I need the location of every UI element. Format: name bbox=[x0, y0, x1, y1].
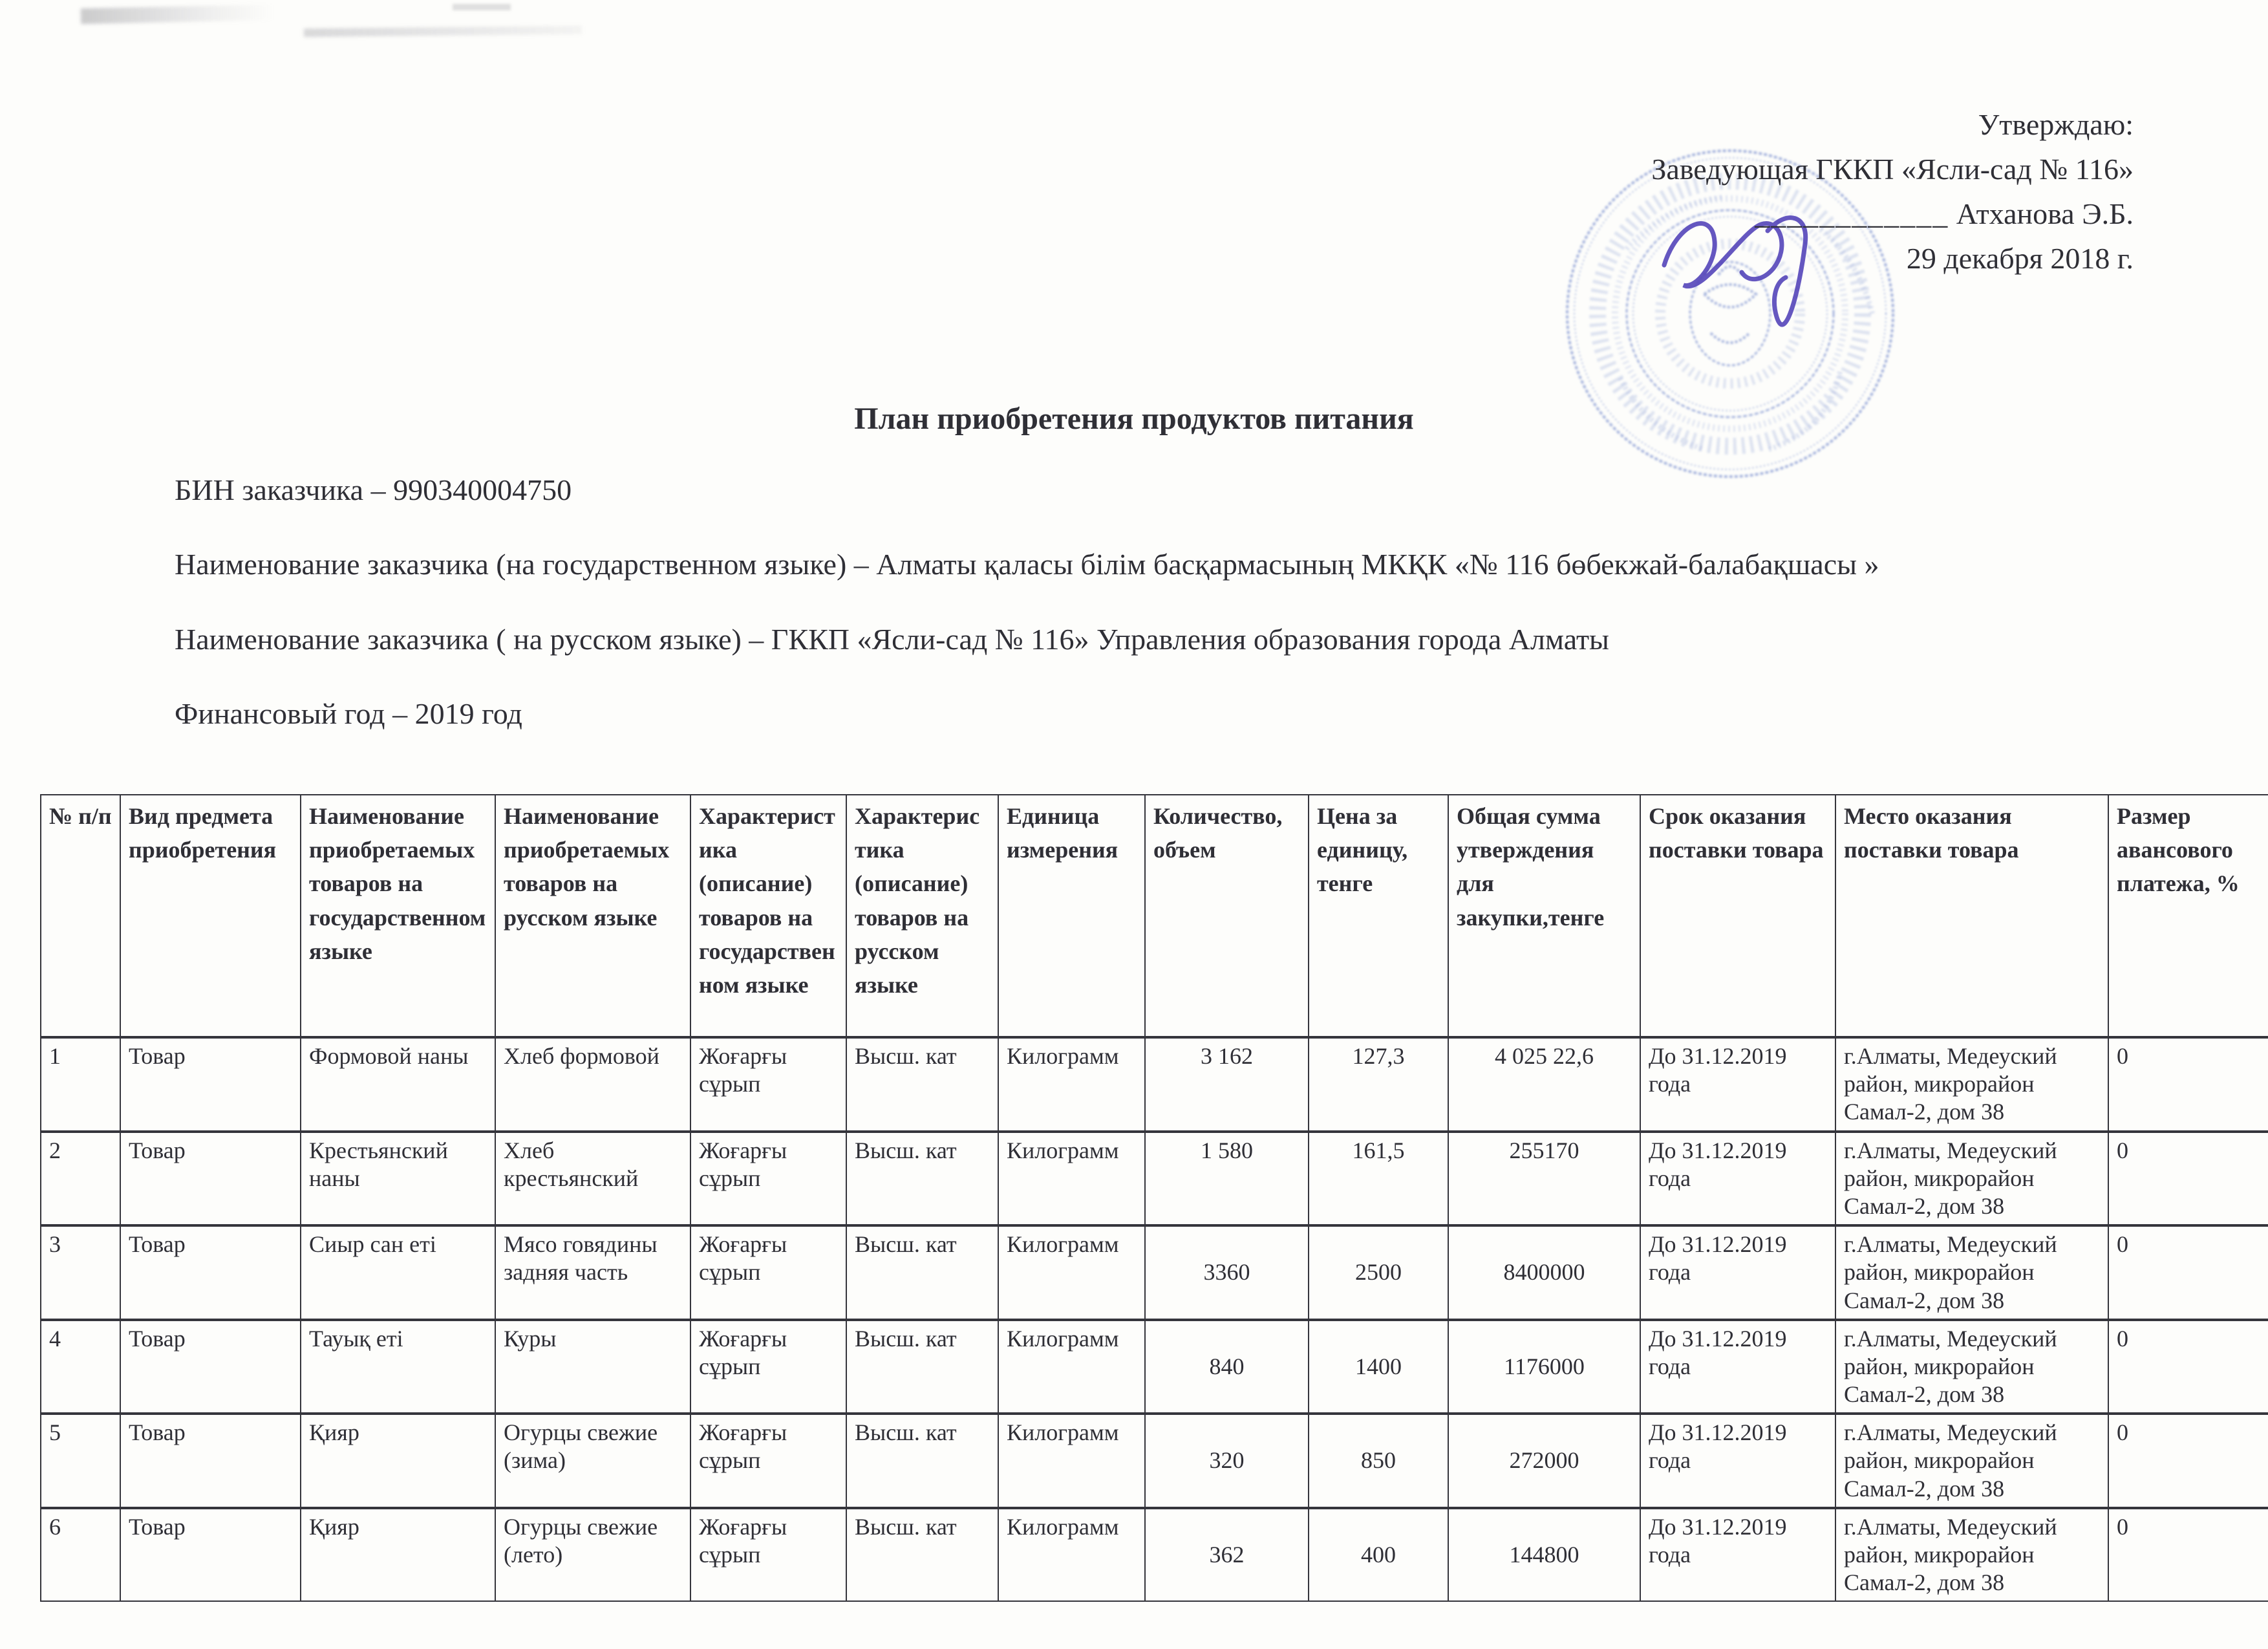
table-cell: 1176000 bbox=[1448, 1320, 1640, 1414]
scan-smudge bbox=[304, 26, 582, 38]
table-row bbox=[41, 1225, 2268, 1320]
table-header-row bbox=[41, 795, 2268, 1037]
table-cell: 362 bbox=[1145, 1508, 1309, 1602]
table-cell: До 31.12.2019 года bbox=[1640, 1414, 1835, 1508]
table-cell: 3 162 bbox=[1145, 1037, 1309, 1132]
table-cell: 2500 bbox=[1309, 1225, 1448, 1320]
procurement-table-wrap bbox=[40, 794, 2268, 1602]
table-cell: Қияр bbox=[301, 1414, 495, 1508]
table-cell: г.Алматы, Медеуский район, микрорайон Самал-2, дом 38 bbox=[1835, 1225, 2108, 1320]
table-cell: Высш. кат bbox=[846, 1508, 998, 1602]
table-cell: Товар bbox=[120, 1132, 301, 1226]
table-cell: Килограмм bbox=[998, 1414, 1145, 1508]
table-cell: 0 bbox=[2108, 1508, 2268, 1602]
col-header-total-sum: Общая сумма утверждения для закупки,тенге bbox=[1448, 795, 1640, 1037]
table-cell: 0 bbox=[2108, 1320, 2268, 1414]
col-header-spec-russian: Характеристика (описание) товаров на русском языке bbox=[846, 795, 998, 1037]
col-header-spec-state-lang: Характеристика (описание) товаров на государственном языке bbox=[690, 795, 846, 1037]
table-cell: Огурцы свежие (зима) bbox=[495, 1414, 690, 1508]
col-header-name-russian: Наименование приобретаемых товаров на русском языке bbox=[495, 795, 690, 1037]
procurement-table bbox=[40, 794, 2268, 1602]
table-cell: Куры bbox=[495, 1320, 690, 1414]
table-cell: г.Алматы, Медеуский район, микрорайон Самал-2, дом 38 bbox=[1835, 1414, 2108, 1508]
col-header-name-state-lang: Наименование приобретаемых товаров на государственном языке bbox=[301, 795, 495, 1037]
col-header-delivery-term: Срок оказания поставки товара bbox=[1640, 795, 1835, 1037]
table-cell: г.Алматы, Медеуский район, микрорайон Самал-2, дом 38 bbox=[1835, 1037, 2108, 1132]
table-cell: Товар bbox=[120, 1508, 301, 1602]
table-cell: Қияр bbox=[301, 1508, 495, 1602]
table-cell: До 31.12.2019 года bbox=[1640, 1037, 1835, 1132]
table-row bbox=[41, 1508, 2268, 1602]
signature-line: ____________ bbox=[1755, 197, 1949, 230]
approval-block bbox=[1651, 102, 2134, 281]
table-cell: Крестьянский наны bbox=[301, 1132, 495, 1226]
table-cell: Тауық еті bbox=[301, 1320, 495, 1414]
table-cell: Килограмм bbox=[998, 1508, 1145, 1602]
table-cell: Товар bbox=[120, 1037, 301, 1132]
table-cell: 127,3 bbox=[1309, 1037, 1448, 1132]
table-body bbox=[41, 1037, 2268, 1601]
approval-label: Утверждаю: bbox=[1978, 108, 2134, 141]
page-title: План приобретения продуктов питания bbox=[854, 402, 1414, 436]
table-cell: Высш. кат bbox=[846, 1320, 998, 1414]
col-header-item-type: Вид предмета приобретения bbox=[120, 795, 301, 1037]
scan-smudge bbox=[453, 4, 511, 10]
customer-name-state-lang: Наименование заказчика (на государственном языке) – Алматы қаласы білім басқармасының МКҚК «№ 116 бөбекжай-балабақшасы » bbox=[175, 548, 1879, 581]
table-cell: 6 bbox=[41, 1508, 120, 1602]
table-cell: 850 bbox=[1309, 1414, 1448, 1508]
fiscal-year-line: Финансовый год – 2019 год bbox=[175, 696, 522, 730]
table-cell: 3 bbox=[41, 1225, 120, 1320]
table-cell: 2 bbox=[41, 1132, 120, 1226]
col-header-unit: Единица измерения bbox=[998, 795, 1145, 1037]
table-row bbox=[41, 1414, 2268, 1508]
table-cell: Высш. кат bbox=[846, 1414, 998, 1508]
table-cell: 3360 bbox=[1145, 1225, 1309, 1320]
table-cell: г.Алматы, Медеуский район, микрорайон Самал-2, дом 38 bbox=[1835, 1132, 2108, 1226]
col-header-delivery-place: Место оказания поставки товара bbox=[1835, 795, 2108, 1037]
table-cell: 320 bbox=[1145, 1414, 1309, 1508]
table-row bbox=[41, 1132, 2268, 1226]
table-cell: Жоғарғы сұрып bbox=[690, 1037, 846, 1132]
table-cell: Жоғарғы сұрып bbox=[690, 1508, 846, 1602]
table-cell: 5 bbox=[41, 1414, 120, 1508]
table-cell: Высш. кат bbox=[846, 1132, 998, 1226]
table-cell: 0 bbox=[2108, 1414, 2268, 1508]
table-row bbox=[41, 1320, 2268, 1414]
table-cell: До 31.12.2019 года bbox=[1640, 1132, 1835, 1226]
customer-name-russian-lang: Наименование заказчика ( на русском языке) – ГККП «Ясли-сад № 116» Управления образования города Алматы bbox=[175, 622, 1609, 656]
table-cell: 1400 bbox=[1309, 1320, 1448, 1414]
table-row bbox=[41, 1037, 2268, 1132]
table-cell: До 31.12.2019 года bbox=[1640, 1508, 1835, 1602]
table-cell: Жоғарғы сұрып bbox=[690, 1225, 846, 1320]
table-cell: Мясо говядины задняя часть bbox=[495, 1225, 690, 1320]
table-cell: Формовой наны bbox=[301, 1037, 495, 1132]
table-cell: 255170 bbox=[1448, 1132, 1640, 1226]
table-cell: 8400000 bbox=[1448, 1225, 1640, 1320]
table-cell: Хлеб крестьянский bbox=[495, 1132, 690, 1226]
table-cell: Хлеб формовой bbox=[495, 1037, 690, 1132]
table-cell: 161,5 bbox=[1309, 1132, 1448, 1226]
table-cell: 1 580 bbox=[1145, 1132, 1309, 1226]
approval-position: Заведующая ГККП «Ясли-сад № 116» bbox=[1651, 153, 2134, 186]
table-cell: 0 bbox=[2108, 1225, 2268, 1320]
col-header-unit-price: Цена за единицу, тенге bbox=[1309, 795, 1448, 1037]
table-cell: Товар bbox=[120, 1225, 301, 1320]
table-cell: Сиыр сан еті bbox=[301, 1225, 495, 1320]
table-cell: До 31.12.2019 года bbox=[1640, 1225, 1835, 1320]
table-cell: Килограмм bbox=[998, 1132, 1145, 1226]
table-cell: Товар bbox=[120, 1414, 301, 1508]
table-cell: Огурцы свежие (лето) bbox=[495, 1508, 690, 1602]
intro-block bbox=[147, 467, 2154, 765]
signatory-name: Атханова Э.Б. bbox=[1956, 197, 2134, 230]
col-header-number: № п/п bbox=[41, 795, 120, 1037]
col-header-advance-payment: Размер авансового платежа, % bbox=[2108, 795, 2268, 1037]
table-cell: 144800 bbox=[1448, 1508, 1640, 1602]
table-cell: 0 bbox=[2108, 1037, 2268, 1132]
bin-line: БИН заказчика – 990340004750 bbox=[175, 473, 572, 506]
scan-smudge bbox=[81, 5, 275, 24]
table-cell: Высш. кат bbox=[846, 1225, 998, 1320]
table-cell: Жоғарғы сұрып bbox=[690, 1320, 846, 1414]
table-cell: Жоғарғы сұрып bbox=[690, 1132, 846, 1226]
table-cell: Килограмм bbox=[998, 1037, 1145, 1132]
table-cell: Высш. кат bbox=[846, 1037, 998, 1132]
table-cell: 4 025 22,6 bbox=[1448, 1037, 1640, 1132]
table-cell: 272000 bbox=[1448, 1414, 1640, 1508]
table-cell: До 31.12.2019 года bbox=[1640, 1320, 1835, 1414]
table-cell: Товар bbox=[120, 1320, 301, 1414]
approval-date: 29 декабря 2018 г. bbox=[1906, 242, 2134, 275]
table-cell: Килограмм bbox=[998, 1320, 1145, 1414]
col-header-quantity: Количество, объем bbox=[1145, 795, 1309, 1037]
table-cell: 0 bbox=[2108, 1132, 2268, 1226]
table-cell: Килограмм bbox=[998, 1225, 1145, 1320]
table-cell: 400 bbox=[1309, 1508, 1448, 1602]
table-cell: 4 bbox=[41, 1320, 120, 1414]
table-cell: Жоғарғы сұрып bbox=[690, 1414, 846, 1508]
table-cell: 1 bbox=[41, 1037, 120, 1132]
table-cell: г.Алматы, Медеуский район, микрорайон Самал-2, дом 38 bbox=[1835, 1508, 2108, 1602]
table-cell: 840 bbox=[1145, 1320, 1309, 1414]
table-cell: г.Алматы, Медеуский район, микрорайон Самал-2, дом 38 bbox=[1835, 1320, 2108, 1414]
approval-signature-row bbox=[1651, 191, 2134, 236]
